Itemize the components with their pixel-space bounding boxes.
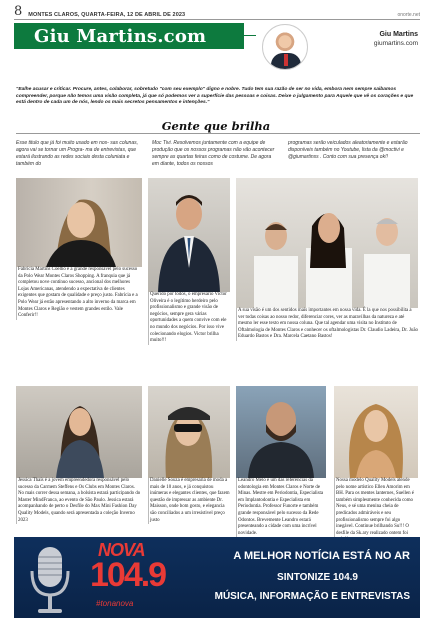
photo-fabricia (16, 178, 142, 267)
photo-model (334, 386, 418, 478)
photo-victor (148, 178, 230, 292)
radio-advertisement[interactable] (14, 537, 420, 618)
site-url[interactable]: onorte.net (397, 12, 420, 18)
caption-fabricia: Fabrícia Martins Coelho é a grande responsável pelo sucesso da Polo Wear Montes Claros Shopping. A franquia que já completou nove contínuo sucesso, ancional dos melhores Lojas Americanas, atendendo a expectativa de clientes exigentes que gostam de qualidade e preço justo. Fabrícia e a Polo Wear já estão apresentando a alto inverno da marca em Montes Claros e Região e vestem grandes estilo. Vale Conferir!! (16, 267, 142, 320)
photo-danielle (148, 386, 230, 478)
photo-jessica (16, 386, 142, 478)
banner-rule (244, 35, 256, 36)
caption-victor: Querido por todos, o empresário Victor Oliveira é o legítimo herdeiro pelo profissionalismo e grande visão de negócios, sempre gera várias oportunidades a quem convive com ele no mundo dos negócios. Por isso vive colecionando elogios. Victor brilha muito!!! (148, 292, 230, 345)
radio-frequency: 104.9 (90, 556, 166, 594)
author-photo (262, 24, 308, 70)
photo-doctors (236, 178, 418, 308)
dateline: MONTES CLAROS, QUARTA-FEIRA, 12 DE ABRIL DE 2023 (28, 12, 186, 18)
ad-headline: A MELHOR NOTÍCIA ESTÁ NO AR (233, 550, 410, 562)
photo-leandro (236, 386, 326, 478)
author-name: Giu Martins (379, 31, 418, 38)
intro-column-2: Moc Tivi. Resolvemos juntamente com a equipe de produção que os nossos programas não vão acontecer sempre as quartas feiras como de costume. De agora em diante, todos os nossos (152, 140, 275, 167)
column-banner (14, 23, 244, 49)
ad-tagline: MÚSICA, INFORMAÇÃO E ENTREVISTAS (214, 591, 410, 602)
radio-hashtag: #tonanova (96, 599, 134, 608)
caption-leandro: Leandro Melo é um das referências da odontologia em Montes Claros e Norte de Minas. Mestre em Periodontia, Especialista em Implantodontia e Especialista em Periodontia. Professor Funorte e também grande responsável pelo sucesso da Rede Odontos. Brevemente Leandro estará presenteando a cidade com uma incrível novidade. (236, 478, 328, 537)
author-contact[interactable]: giumartins.com (373, 40, 418, 47)
column-title: Giu Martins.com (34, 25, 207, 47)
opening-quote: "Ealhe acusar e criticar. Procure, antes, colaborar, sobretudo "com seu exemplo" digno e nobre. Tudo tem sua razão de ser no vida, embora nem sempre saibamos compreender, porque não temos uma visão completa, já que só podemos ver a superfície das pessoas e coisas. Deixe o julgamento para Aquele que vê os corações e que está dentro de cada um de nós, lendo os mais secretos pensamentos e intenções." (16, 87, 414, 105)
page-header (14, 6, 420, 20)
caption-doctors: A sua visão é um dos sentidos mais importantes em nossa vida. É la que nos possibilita a ver todas coisas ao nosso redor, diferenciar cores, ver as maravilhas da natureza e até mesmo ler esse texto em nossa coluna. Que tal agendar uma visita no Instituto de Oftalmologia de Montes Claros e conhecer os oftalmologistas Dr. Claudio Ladeira, Dr. João Eduardo Bastos e Dra. Marcela Caetano Bastos! (238, 308, 418, 340)
intro-column-1: Esse titulo que já foi muito usado em nos- sas colunas, agora vai se tornar um Progra- ma de entrevistas, que estará ilustrando as redes sociais desta coluniata e também do (16, 140, 139, 167)
caption-danielle: Danielle Souza é empresaria de moda a mais de 10 anos, e já conquistou inúmeras e elegantes clientes, que fazem questão de impressar as ambiente Dr. Maisson, onde bom gosto, e elegancia são conciliados a um irresistivel preço justo (150, 478, 230, 523)
ad-tune-in: SINTONIZE 104.9 (277, 572, 358, 583)
section-rule (16, 133, 420, 134)
section-title: Gente que brilha (161, 119, 271, 133)
intro-column-3: programas serão veiculados aleatoriamente e estarão disponíveis também no Youtube, lista da @moctivi e @giumartinss . Conto com sua presença ok!! (288, 140, 408, 160)
microphone-icon (24, 541, 76, 616)
caption-jessica: Jessica Thaís é a jovem empreendedora responsável pelo sucesso da Carmem Steffens e Os Clubs em Montes Claros. No mais correr dessa semana, a bolsista estará participando do Master MindFranca, ao evento de São Paulo. Jessica estará acompanhando de perto o Desfile do Max Mini Fashion Day Quality Models, quando será apresentada a coleção Inverno 2023 (18, 478, 141, 523)
page-number: 8 (14, 4, 23, 19)
caption-model: Nossa modelo Quality Models atende pelo nome artístico Ellen Amorim em BH. Para os mentes lanternes, Suellen é também simplesmente conhecida como Neus, e sé uma menina cheia de predicados admiráveis e seu profissionalismo sempre foi algo inegável. Continue brilhando Su!!! O desfile da Sk.ary realizado ontem foi (334, 478, 418, 544)
radio-brand-word: NOVA (98, 540, 145, 560)
